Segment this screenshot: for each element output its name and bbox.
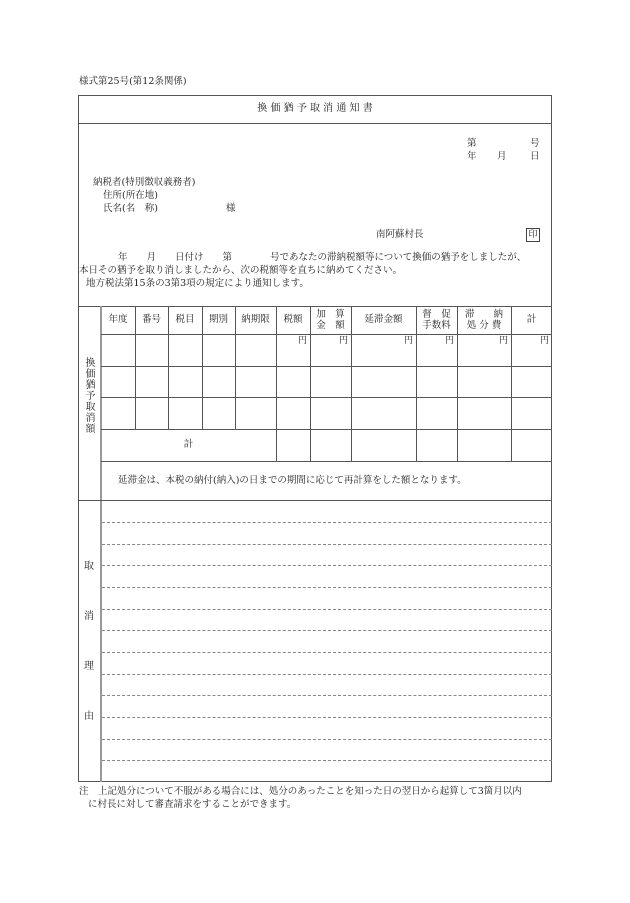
header-demand-fee-line2: 手数料 (422, 319, 451, 331)
doc-number-prefix: 第 (467, 138, 477, 149)
reason-label-char-1: 取 (84, 561, 94, 572)
total-label: 計 (183, 439, 194, 451)
reason-line (102, 609, 552, 610)
reason-line (102, 522, 552, 523)
delinquency-note: 延滞金は、本税の納付(納入)の日までの期間に応じて再計算をした額となります。 (118, 475, 467, 486)
header-tax-item: 税目 (175, 314, 195, 326)
doc-date-month: 月 (497, 151, 507, 162)
header-delinquency: 延滞金額 (364, 314, 403, 326)
honorific: 様 (226, 203, 236, 214)
table-row[interactable] (101, 398, 552, 429)
doc-date-day: 日 (530, 151, 540, 162)
reason-line (102, 630, 552, 631)
header-additional-tax-line1: 加 算 (316, 308, 345, 320)
footer-note-line2: に村長に対して審査請求をすることができます。 (88, 799, 297, 810)
header-disposition-cost (457, 307, 511, 334)
body-text-line2: 本日その猶予を取り消しましたから、次の税額等を直ちに納めてください。 (79, 265, 403, 276)
name-label: 氏名(名 称) (103, 203, 158, 214)
footer-note-line1: 注 上記処分について不服がある場合には、処分のあったことを知った日の翌日から起算して3箇月以内 (79, 786, 522, 797)
header-additional-tax-line2: 金 額 (316, 319, 345, 331)
reason-line (102, 544, 552, 545)
header-number: 番号 (141, 314, 161, 326)
header-total: 計 (526, 314, 537, 326)
header-additional-tax (310, 307, 351, 334)
header-disposition-cost-line1: 滞 納 (464, 308, 503, 320)
reason-line (102, 695, 552, 696)
header-demand-fee (416, 307, 457, 334)
yen-unit-tax: 円 (298, 336, 308, 346)
reason-line (102, 674, 552, 675)
header-due-date: 納期限 (241, 314, 270, 326)
table-row[interactable] (101, 335, 552, 366)
body-text-line3: 地方税法第15条の3第3項の規定により通知します。 (86, 278, 309, 289)
reason-label-char-3: 理 (84, 661, 94, 672)
reason-line (102, 652, 552, 653)
header-disposition-cost-line2: 処 分 費 (466, 319, 502, 331)
doc-number-suffix: 号 (530, 138, 540, 149)
reason-line (102, 587, 552, 588)
title-divider (78, 123, 552, 124)
doc-number-field[interactable] (480, 137, 530, 149)
reason-line (102, 565, 552, 566)
address-label: 住所(所在地) (103, 190, 158, 201)
yen-unit-delinquency: 円 (404, 336, 414, 346)
reason-line (102, 760, 552, 761)
yen-unit-total: 円 (540, 336, 550, 346)
address-field[interactable] (160, 189, 360, 201)
reason-line (102, 717, 552, 718)
taxpayer-label: 納税者(特別徴収義務者) (93, 177, 196, 188)
yen-unit-disposition: 円 (499, 336, 509, 346)
header-demand-fee-line1: 督 促 (422, 308, 451, 320)
header-year: 年度 (108, 314, 128, 326)
header-period: 期別 (208, 314, 228, 326)
yen-unit-additional: 円 (339, 336, 349, 346)
form-number: 様式第25号(第12条関係) (79, 76, 187, 87)
issuer-name: 南阿蘇村長 (376, 229, 424, 240)
yen-unit-demand-fee: 円 (445, 336, 455, 346)
document-title: 換 価 猶 予 取 消 通 知 書 (257, 103, 373, 114)
name-field[interactable] (165, 202, 225, 214)
reason-line (102, 739, 552, 740)
reason-label-char-4: 由 (84, 711, 94, 722)
body-text-line1: 年 月 日付け 第 号であなたの滞納税額等について換価の猶予をしましたが、 (118, 252, 527, 263)
reason-label-char-2: 消 (84, 611, 94, 622)
table-row[interactable] (101, 367, 552, 397)
seal-stamp: 印 (526, 228, 540, 242)
side-label-amount: 換価猶予取消額 (83, 357, 94, 434)
header-tax-amount: 税額 (283, 314, 303, 326)
total-row-divider (101, 461, 552, 462)
doc-date-year: 年 (467, 151, 477, 162)
